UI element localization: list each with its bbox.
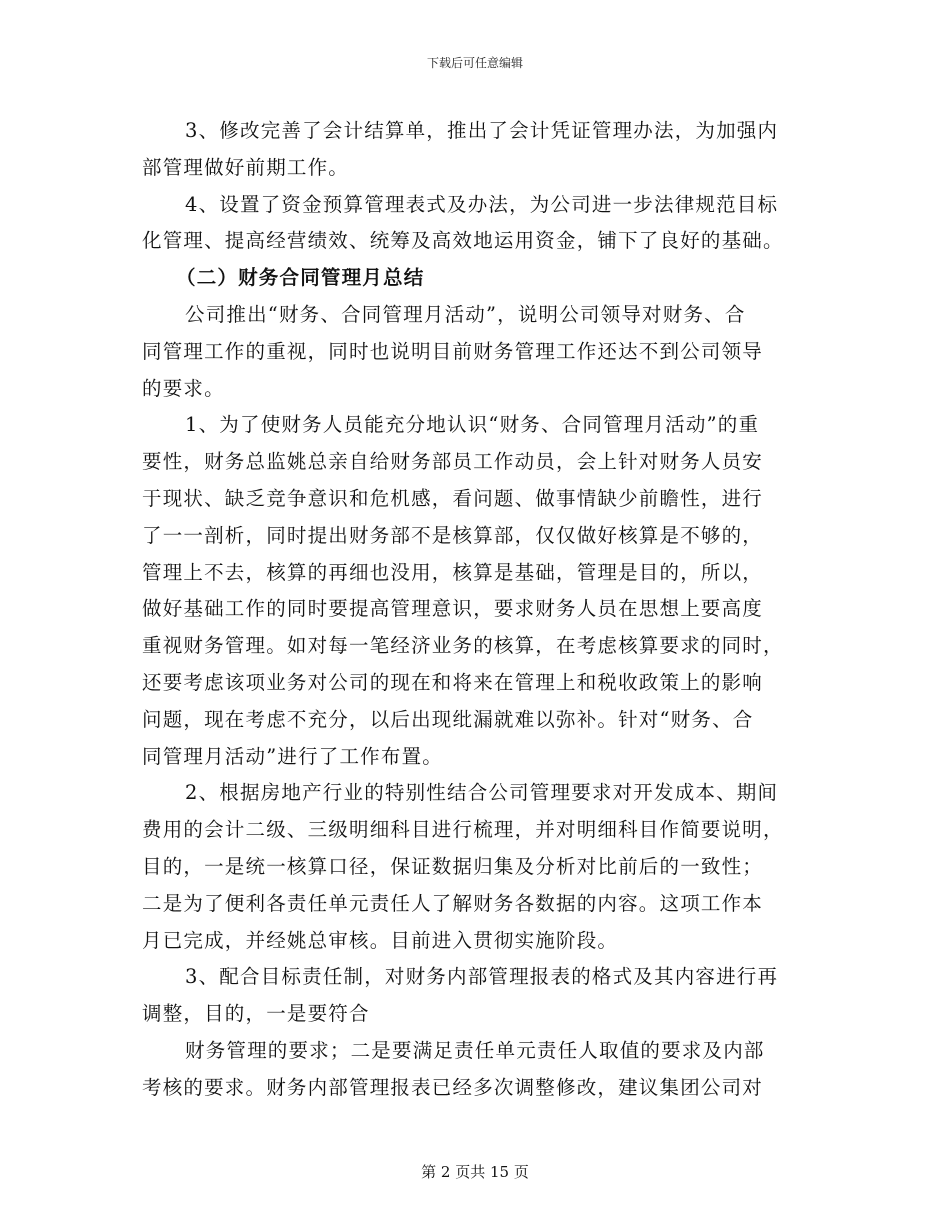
paragraph-item-3 <box>142 113 808 187</box>
text-line: 二是为了便利各责任单元责任人了解财务各数据的内容。这项工作本 <box>142 891 764 915</box>
text-line: 3、配合目标责任制，对财务内部管理报表的格式及其内容进行再 <box>185 965 779 989</box>
text-line: 部管理做好前期工作。 <box>142 155 350 179</box>
text-line: 于现状、缺乏竞争意识和危机感，看问题、做事情缺少前瞻性，进行 <box>142 486 764 510</box>
page-number-footer: 第 2 页共 15 页 <box>421 1163 529 1181</box>
text-line: 同管理月活动”进行了工作布置。 <box>142 744 443 768</box>
page-header: 下载后可任意编辑 <box>426 56 523 70</box>
text-line: 调整，目的，一是要符合 <box>142 1002 370 1026</box>
text-line: 费用的会计二级、三级明细科目进行梳理，并对明细科目作简要说明， <box>142 818 784 842</box>
text-line: 考核的要求。财务内部管理报表已经多次调整修改，建议集团公司对 <box>142 1075 764 1099</box>
paragraph-point-2 <box>142 775 808 959</box>
text-line: 还要考虑该项业务对公司的现在和将来在管理上和税收政策上的影响 <box>142 670 764 694</box>
text-line: 问题，现在考虑不充分，以后出现纰漏就难以弥补。针对“财务、合 <box>142 707 754 731</box>
paragraph-point-3 <box>142 959 808 1033</box>
text-line: 2、根据房地产行业的特别性结合公司管理要求对开发成本、期间 <box>185 781 779 805</box>
text-line: 要性，财务总监姚总亲自给财务部员工作动员，会上针对财务人员安 <box>142 450 764 474</box>
paragraph-item-4 <box>142 187 808 261</box>
text-line: 的要求。 <box>142 376 225 400</box>
section-heading-text: （二）财务合同管理月总结 <box>176 266 425 290</box>
text-line: 同管理工作的重视，同时也说明目前财务管理工作还达不到公司领导 <box>142 339 764 363</box>
document-body <box>142 113 808 1107</box>
text-line: 公司推出“财务、合同管理月活动”，说明公司领导对财务、合 <box>185 302 746 326</box>
text-line: 4、设置了资金预算管理表式及办法，为公司进一步法律规范目标 <box>185 192 779 216</box>
text-line: 重视财务管理。如对每一笔经济业务的核算，在考虑核算要求的同时， <box>142 634 784 658</box>
paragraph-continuation <box>142 1033 808 1107</box>
section-heading <box>142 260 808 297</box>
text-line: 目的，一是统一核算口径，保证数据归集及分析对比前后的一致性； <box>142 854 764 878</box>
text-line: 财务管理的要求；二是要满足责任单元责任人取值的要求及内部 <box>185 1038 765 1062</box>
paragraph-intro <box>142 297 808 407</box>
paragraph-point-1 <box>142 407 808 775</box>
text-line: 化管理、提高经营绩效、统筹及高效地运用资金，铺下了良好的基础。 <box>142 229 784 253</box>
text-line: 做好基础工作的同时要提高管理意识，要求财务人员在思想上要高度 <box>142 597 764 621</box>
text-line: 1、为了使财务人员能充分地认识“财务、合同管理月活动”的重 <box>185 413 760 437</box>
text-line: 了一一剖析，同时提出财务部不是核算部，仅仅做好核算是不够的， <box>142 523 764 547</box>
text-line: 月已完成，并经姚总审核。目前进入贯彻实施阶段。 <box>142 928 619 952</box>
text-line: 管理上不去，核算的再细也没用，核算是基础，管理是目的，所以， <box>142 560 764 584</box>
text-line: 3、修改完善了会计结算单，推出了会计凭证管理办法，为加强内 <box>185 119 779 142</box>
